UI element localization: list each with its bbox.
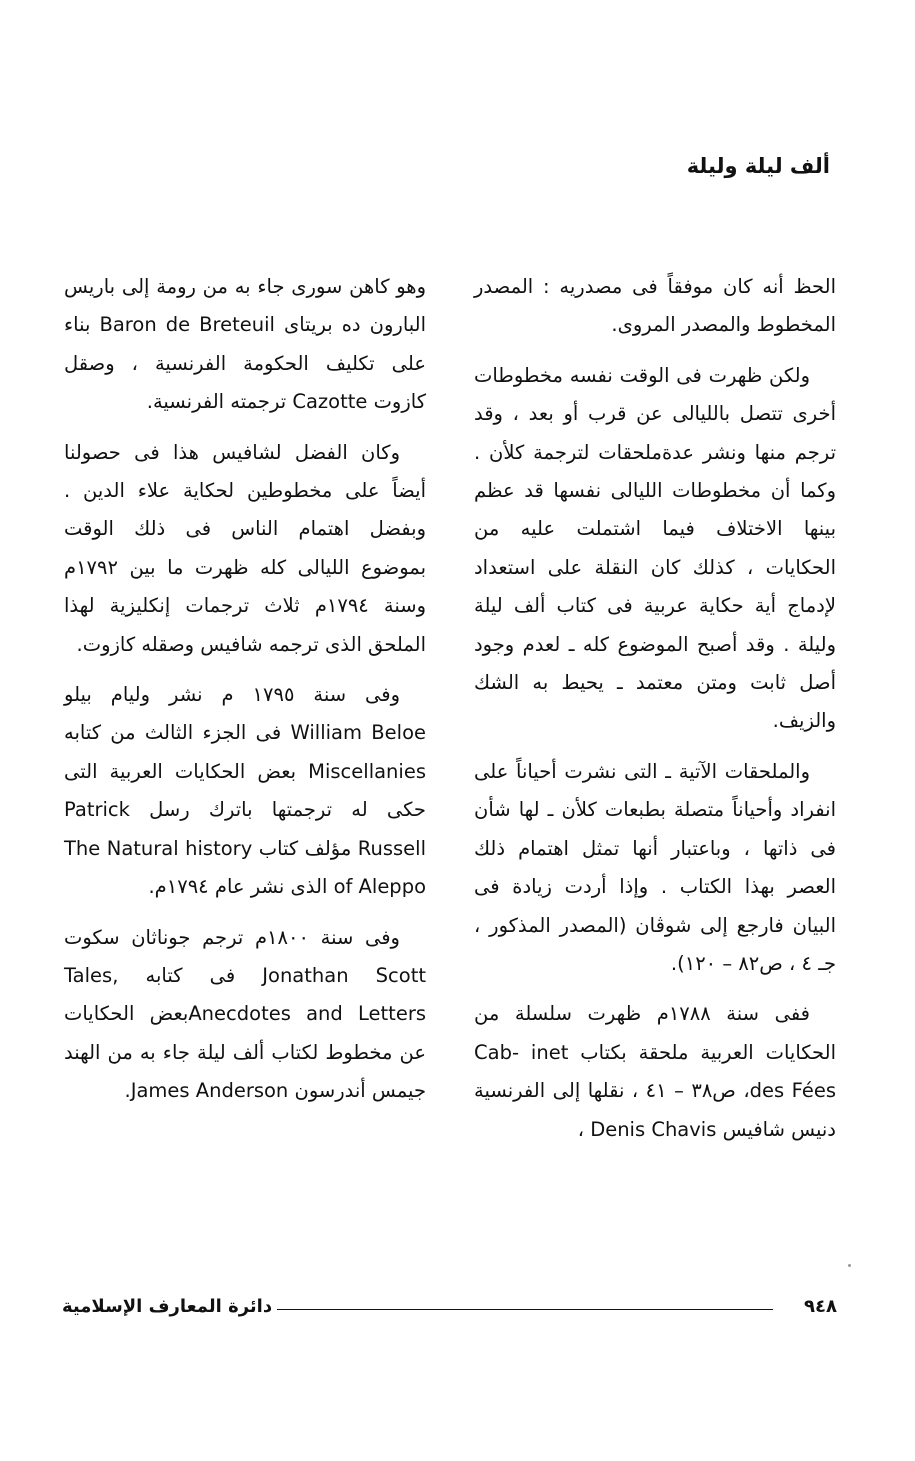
- paragraph: والملحقات الآتية ـ التى نشرت أحياناً على انفراد وأحياناً متصلة بطبعات كلأن ـ لها شأن فى ذاتها ، وباعتبار أنها تمثل اهتمام ذلك العصر بهذا الكتاب . وإذا أردت زيادة فى البيان فارجع إلى شوڤان (المصدر المذكور ، جـ ٤ ، ص٨٢ – ١٢٠).: [474, 759, 836, 975]
- page-number: ٩٤٨: [804, 1296, 837, 1317]
- scan-speck: [848, 1264, 851, 1267]
- paragraph: وفى سنة ١٧٩٥ م نشر وليام بيلو William Beloe فى الجزء الثالث من كتابه Miscellanies بعض الحكايات العربية التى حكى له ترجمتها باترك رسل Patrick Russell مؤلف كتاب The Natural history of Aleppo الذى نشر عام ١٧٩٤م.: [64, 683, 427, 899]
- paragraph: ولكن ظهرت فى الوقت نفسه مخطوطات أخرى تتصل بالليالى عن قرب أو بعد ، وقد ترجم منها ونشر عدةملحقات لترجمة كلأن . وكما أن مخطوطات الليالى نفسها قد عظم بينها الاختلاف فيما اشتملت عليه من الحكايات ، كذلك كان النقلة على استعداد لإدماج أية حكاية عربية فى كتاب ألف ليلة وليلة . وقد أصبح الموضوع كله ـ لعدم وجود أصل ثابت ومتن معتمد ـ يحيط به الشك والزيف.: [474, 363, 836, 733]
- page-footer: [62, 1296, 837, 1326]
- paragraph: الحظ أنه كان موفقاً فى مصدريه : المصدر المخطوط والمصدر المروى.: [474, 275, 836, 337]
- running-title: ألف ليلة وليلة: [686, 154, 830, 178]
- paragraph: وكان الفضل لشافيس هذا فى حصولنا أيضاً على مخطوطين لحكاية علاء الدين . وبفضل اهتمام الناس فى ذلك الوقت بموضوع الليالى كله ظهرت ما بين ١٧٩٢م وسنة ١٧٩٤م ثلاث ترجمات إنكليزية لهذا الملحق الذى ترجمه شافيس وصقله كازوت.: [64, 440, 426, 656]
- paragraph: ففى سنة ١٧٨٨م ظهرت سلسلة من الحكايات العربية ملحقة بكتاب Cab- inet des Fées، ص٣٨ – ٤١ ، نقلها إلى الفرنسية دنيس شافيس Denis Chavis ،: [474, 1002, 837, 1141]
- left-text-column: [64, 268, 426, 1123]
- paragraph: وهو كاهن سورى جاء به من رومة إلى باريس البارون ده بريتاى Baron de Breteuil بناء على تكليف الحكومة الفرنسية ، وصقل كازوت Cazotte ترجمته الفرنسية.: [64, 275, 426, 414]
- paragraph: وفى سنة ١٨٠٠م ترجم جوناثان سكوت Jonathan Scott فى كتابه Tales, Anecdotes and Lettersبعض الحكايات عن مخطوط لكتاب ألف ليلة جاء به من الهند جيمس أندرسون James Anderson.: [64, 925, 426, 1103]
- footer-divider: [277, 1309, 773, 1310]
- right-text-column: [474, 268, 836, 1161]
- publication-title: دائرة المعارف الإسلامية: [62, 1296, 273, 1317]
